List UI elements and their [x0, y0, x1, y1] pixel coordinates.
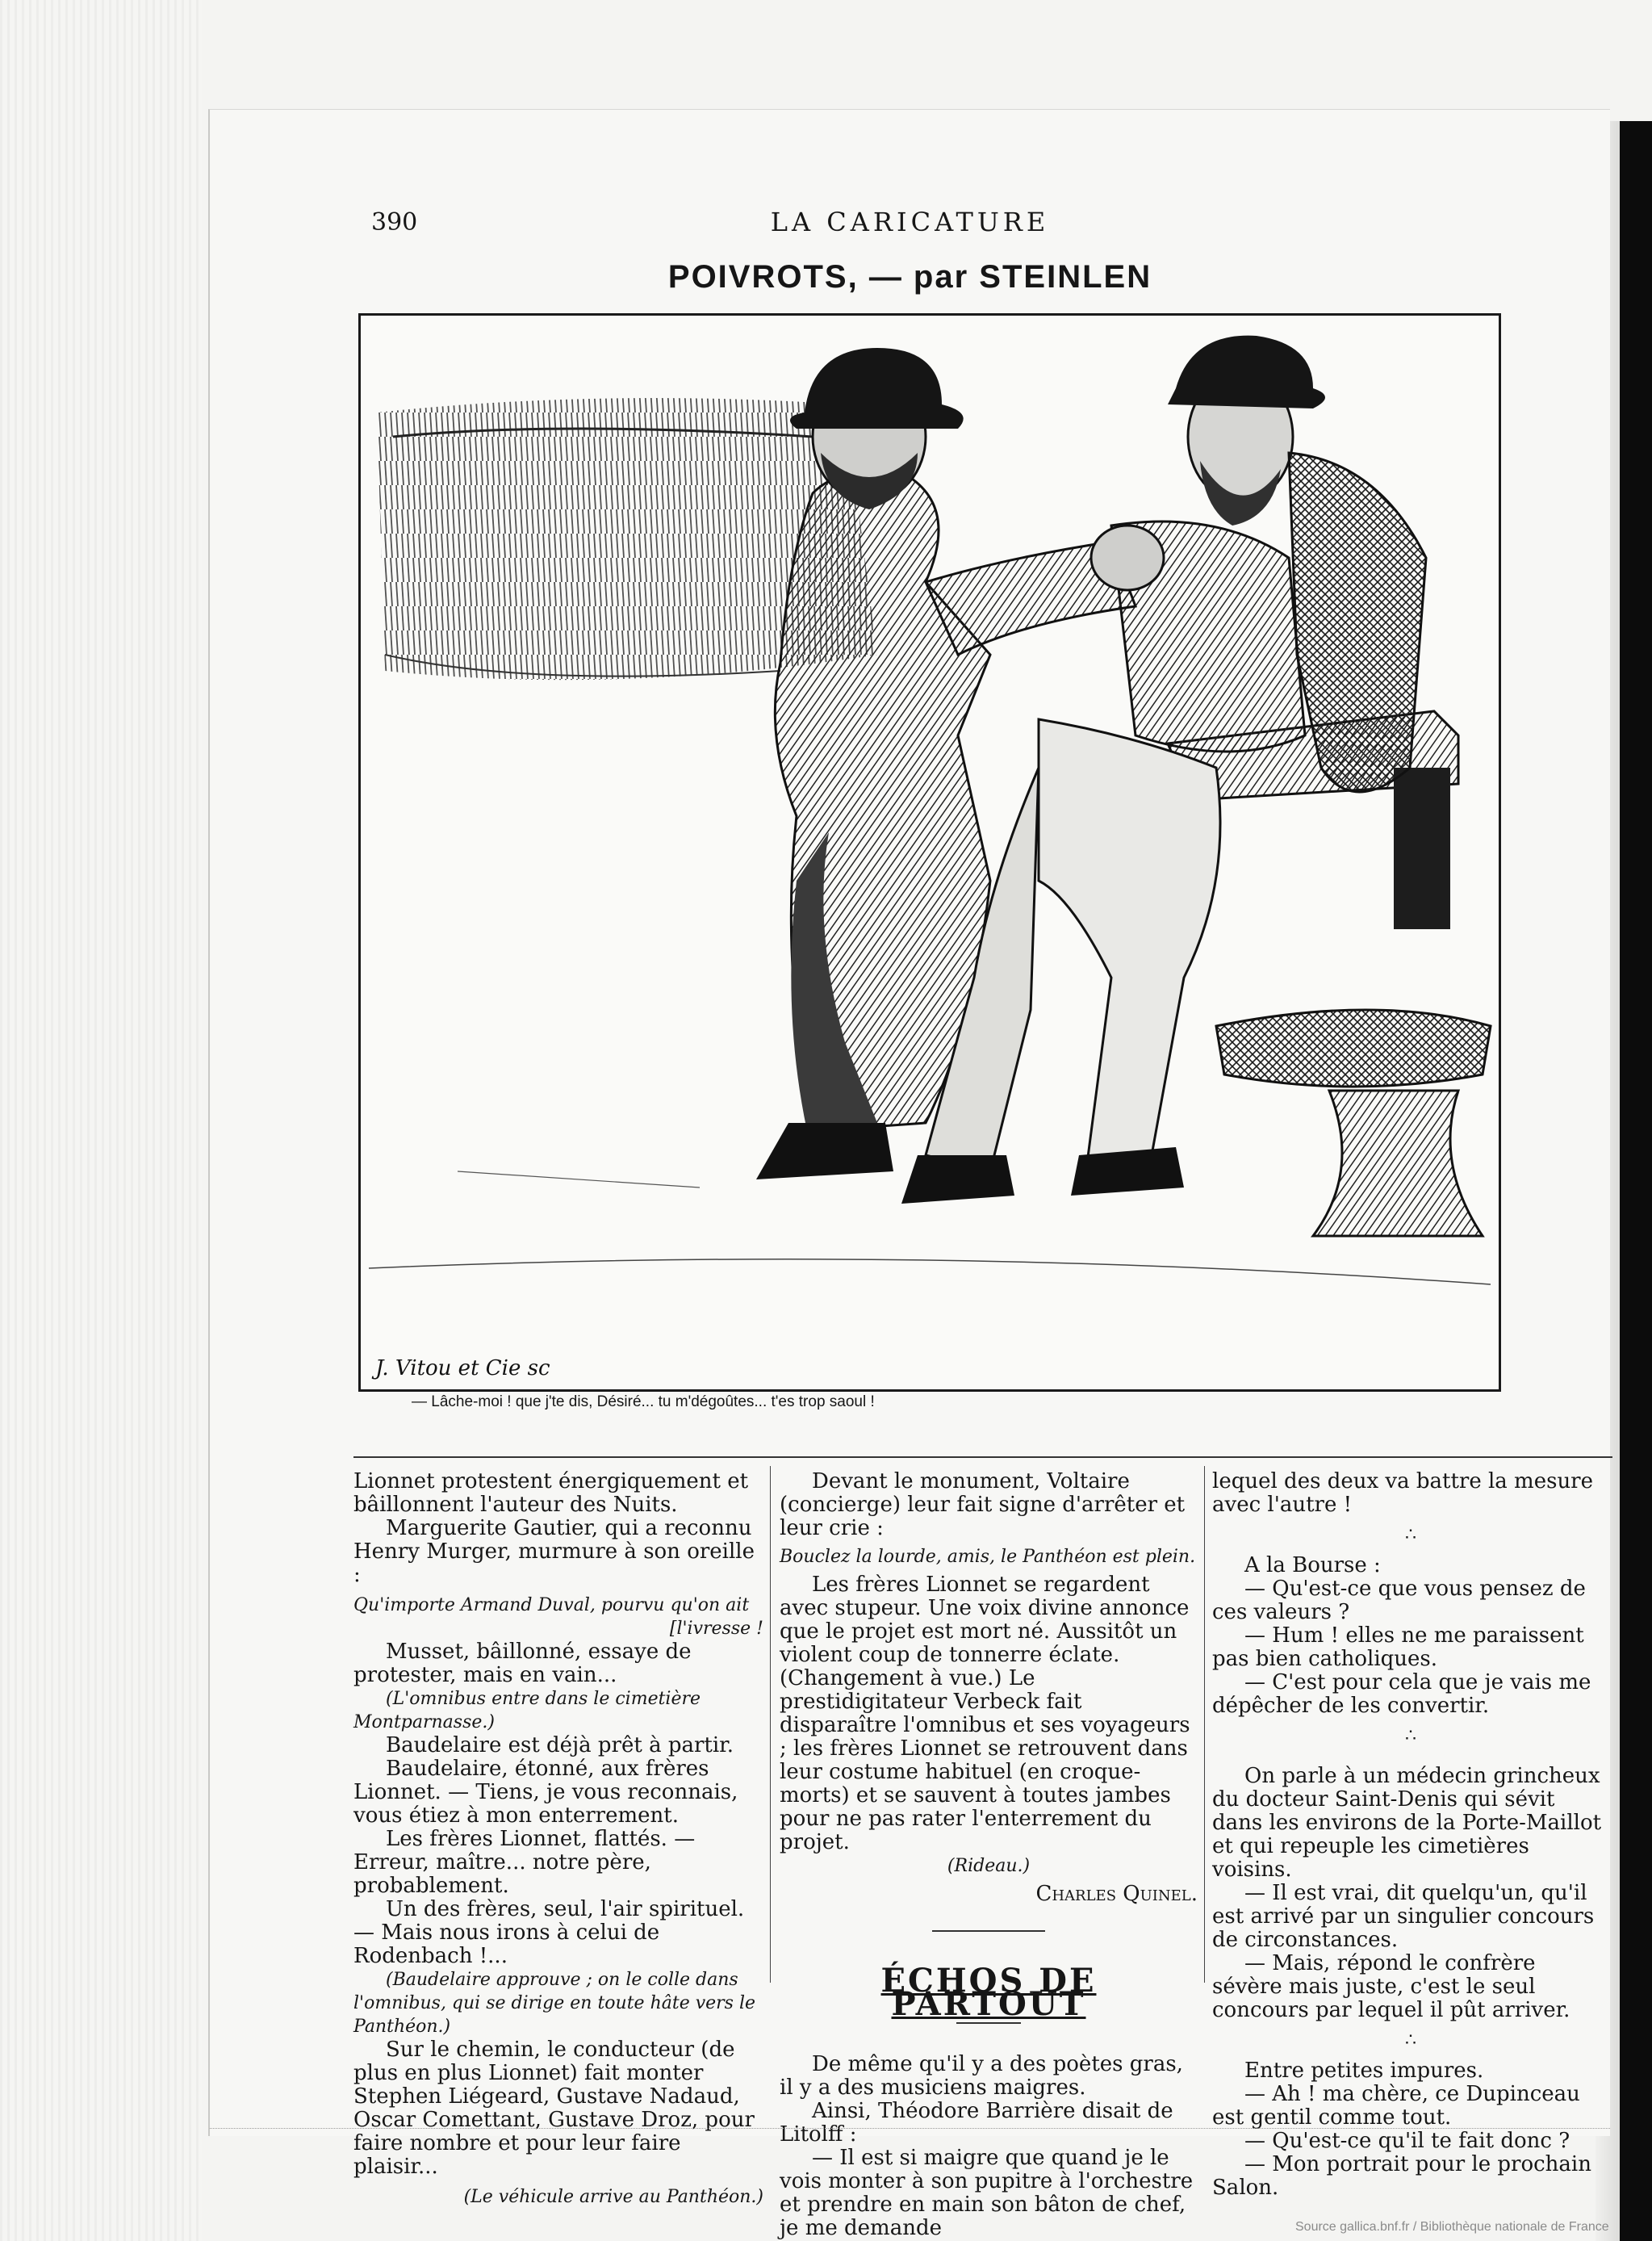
text-column-1: [353, 1470, 763, 2209]
engraver-credit: J. Vitou et Cie sc: [375, 1356, 550, 1380]
scan-margin-left: [0, 0, 202, 2241]
paragraph: Marguerite Gautier, qui a reconnu Henry Murger, murmure à son oreille :: [353, 1516, 755, 1587]
paragraph: lequel des deux va battre la mesure avec l'autre !: [1212, 1469, 1593, 1517]
scan-margin-right: [1620, 121, 1652, 2241]
dialogue-line: Les frères Lionnet, flattés. — Erreur, maître... notre père, probablement.: [353, 1827, 696, 1898]
text-column-2: [780, 1470, 1198, 2240]
paragraph: Les frères Lionnet se regardent avec stupeur. Une voix divine annonce que le projet est mort né. Aussitôt un violent coup de tonnerre éclate. (Changement à vue.) Le prestidigitateur Verbeck fait disparaître l'omnibus et ses voyageurs ; les frères Lionnet se retrouvent dans leur costume habituel (en croque-morts) et se sauvent à toutes jambes pour ne pas rater l'enterrement du projet.: [780, 1573, 1190, 1854]
journal-title: LA CARICATURE: [770, 207, 1050, 237]
stage-direction: (Rideau.): [947, 1856, 1031, 1876]
separator-stars: ∴: [1405, 2030, 1416, 2050]
verse-line: Qu'importe Armand Duval, pourvu qu'on ait: [353, 1595, 750, 1615]
paragraph: Musset, bâillonné, essaye de protester, mais en vain...: [353, 1640, 692, 1687]
dialogue-line: — Mais, répond le confrère sévère mais juste, c'est le seul concours par lequel il pût arriver.: [1212, 1951, 1570, 2022]
stage-direction: (Baudelaire approuve ; on le colle dans l'omnibus, qui se dirige en toute hâte vers le Panthéon.): [353, 1970, 756, 2037]
text-column-3: [1212, 1470, 1609, 2200]
dialogue-line: — Hum ! elles ne me paraissent pas bien catholiques.: [1212, 1623, 1584, 1671]
paragraph: Entre petites impures.: [1244, 2059, 1484, 2083]
paragraph: Devant le monument, Voltaire (concierge) leur fait signe d'arrêter et leur crie :: [780, 1469, 1186, 1540]
column-divider-2: [1204, 1466, 1205, 1983]
page-number: 390: [371, 208, 418, 237]
dialogue-line: — Ah ! ma chère, ce Dupinceau est gentil comme tout.: [1212, 2082, 1580, 2130]
dialogue-line: Baudelaire, étonné, aux frères Lionnet. — Tiens, je vous reconnais, vous étiez à mon enterrement.: [353, 1757, 738, 1828]
paragraph: Sur le chemin, le conducteur (de plus en plus Lionnet) fait monter Stephen Liégeard, Gustave Nadaud, Oscar Comettant, Gustave Droz, pour faire nombre et pour leur faire plaisir...: [353, 2038, 755, 2179]
paragraph: On parle à un médecin grincheux du docteur Saint-Denis qui sévit dans les environs de la Porte-Maillot et qui repeuple les cimetières voisins.: [1212, 1764, 1602, 1882]
separator-stars: ∴: [1405, 1525, 1416, 1545]
paragraph: A la Bourse :: [1244, 1553, 1381, 1577]
dialogue-line: — Mon portrait pour le prochain Salon.: [1212, 2152, 1591, 2200]
column-divider-1: [770, 1466, 771, 1983]
section-title: ÉCHOS DE PARTOUT: [880, 1962, 1097, 2023]
paragraph: Ainsi, Théodore Barrière disait de Litolff :: [780, 2099, 1173, 2147]
paragraph: Lionnet protestent énergiquement et bâillonnent l'auteur des Nuits.: [353, 1469, 749, 1517]
dialogue-line: — Il est vrai, dit quelqu'un, qu'il est arrivé par un singulier concours de circonstances.: [1212, 1881, 1595, 1952]
dialogue-line: — Qu'est-ce que vous pensez de ces valeurs ?: [1212, 1577, 1586, 1624]
source-credit: Source gallica.bnf.fr / Bibliothèque nationale de France: [1295, 2220, 1609, 2234]
author-signature: Charles Quinel.: [1035, 1882, 1198, 1906]
paragraph: — Il est si maigre que quand je le vois monter à son pupitre à l'orchestre et prendre en main son bâton de chef, je me demande: [780, 2146, 1194, 2240]
paragraph: De même qu'il y a des poètes gras, il y a des musiciens maigres.: [780, 2052, 1183, 2100]
section-rule: [932, 1930, 1045, 1932]
stage-direction: (Le véhicule arrive au Panthéon.): [463, 2187, 763, 2207]
dialogue-line: — C'est pour cela que je vais me dépêcher de les convertir.: [1212, 1670, 1591, 1718]
caption-rule: [353, 1456, 1612, 1458]
quoted-line: Bouclez la lourde, amis, le Panthéon est plein.: [780, 1547, 1196, 1567]
paragraph: Baudelaire est déjà prêt à partir.: [386, 1733, 734, 1757]
page-bottom-edge: [210, 2128, 1610, 2129]
separator-stars: ∴: [1405, 1726, 1416, 1746]
dialogue-line: Un des frères, seul, l'air spirituel. — Mais nous irons à celui de Rodenbach !...: [353, 1897, 745, 1968]
running-head: [210, 199, 1610, 247]
verse-line: [l'ivresse !: [669, 1619, 763, 1639]
plate-title: POIVROTS, — par STEINLEN: [667, 259, 1152, 295]
dialogue-line: — Qu'est-ce qu'il te fait donc ?: [1244, 2129, 1570, 2153]
plate-caption: — Lâche-moi ! que j'te dis, Désiré... tu m'dégoûtes... t'es trop saoul !: [412, 1393, 875, 1410]
two-drunkards-engraving-icon: [361, 316, 1499, 1389]
poivrots-illustration: [358, 313, 1501, 1392]
stage-direction: (L'omnibus entre dans le cimetière Montparnasse.): [353, 1689, 701, 1732]
